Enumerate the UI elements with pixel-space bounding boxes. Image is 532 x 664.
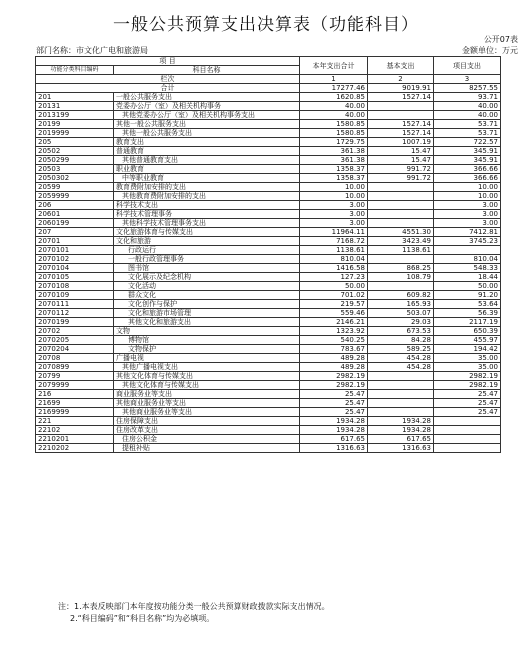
subject-name-cell: 文化创作与保护 [114,300,300,309]
total-cell: 489.28 [300,354,368,363]
basic-cell [368,201,434,210]
subject-code-cell: 2070102 [36,255,114,264]
total-row-basic: 9019.91 [368,84,434,93]
basic-cell: 454.28 [368,354,434,363]
basic-cell: 454.28 [368,363,434,372]
subject-code-cell: 21699 [36,399,114,408]
table-row [36,390,501,399]
subject-name-cell: 一般行政管理事务 [114,255,300,264]
total-cell: 810.04 [300,255,368,264]
basic-cell: 1527.14 [368,129,434,138]
basic-cell [368,282,434,291]
subject-name-cell: 住房保障支出 [114,417,300,426]
total-cell: 1358.37 [300,165,368,174]
basic-cell [368,192,434,201]
subject-name-cell: 广播电视 [114,354,300,363]
basic-cell: 29.03 [368,318,434,327]
table-row [36,111,501,120]
subject-name-cell: 提租补贴 [114,444,300,453]
subject-name-cell: 住房公积金 [114,435,300,444]
subject-code-cell: 2070105 [36,273,114,282]
subject-code-cell: 221 [36,417,114,426]
subject-code-cell: 2060199 [36,219,114,228]
subject-code-cell: 20503 [36,165,114,174]
project-cell: 93.71 [434,93,501,102]
basic-cell [368,210,434,219]
subject-name-cell: 其他文化体育与传媒支出 [114,372,300,381]
subject-code-cell: 2169999 [36,408,114,417]
subject-code-cell: 20131 [36,102,114,111]
table-row [36,318,501,327]
table-row [36,417,501,426]
total-cell: 1729.75 [300,138,368,147]
subject-code-cell: 205 [36,138,114,147]
subject-code-cell: 20708 [36,354,114,363]
project-cell [434,444,501,453]
total-cell: 1138.61 [300,246,368,255]
table-row [36,183,501,192]
total-cell: 1620.85 [300,93,368,102]
table-row [36,165,501,174]
table-row [36,399,501,408]
header-item: 项 目 [36,57,300,66]
total-cell: 2146.21 [300,318,368,327]
project-cell: 366.66 [434,174,501,183]
note-line: 2.“科目编码”和“科目名称”均为必填项。 [70,614,215,623]
notes [58,601,330,625]
total-row-project: 8257.55 [434,84,501,93]
subject-name-cell: 其他一般公共服务支出 [114,129,300,138]
header-col2: 2 [368,75,434,84]
department-name: 部门名称：市文化广电和旅游局 [36,46,148,55]
basic-cell: 3423.49 [368,237,434,246]
subject-code-cell: 2070899 [36,363,114,372]
subject-name-cell: 文化旅游体育与传媒支出 [114,228,300,237]
project-cell: 345.91 [434,147,501,156]
table-row [36,93,501,102]
basic-cell: 4551.30 [368,228,434,237]
subject-name-cell: 普通教育 [114,147,300,156]
total-cell: 3.00 [300,210,368,219]
total-cell: 1358.37 [300,174,368,183]
subject-code-cell: 20799 [36,372,114,381]
basic-cell: 609.82 [368,291,434,300]
table-row [36,201,501,210]
table-row [36,210,501,219]
table-row [36,174,501,183]
total-cell: 540.25 [300,336,368,345]
project-cell: 2982.19 [434,381,501,390]
table-row [36,102,501,111]
subject-name-cell: 科学技术管理事务 [114,210,300,219]
basic-cell: 15.47 [368,156,434,165]
table-row [36,336,501,345]
table-row [36,219,501,228]
project-cell: 3.00 [434,201,501,210]
total-cell: 1580.85 [300,129,368,138]
subject-name-cell: 党委办公厅（室）及相关机构事务 [114,102,300,111]
subject-code-cell: 2070205 [36,336,114,345]
total-cell: 701.02 [300,291,368,300]
subject-code-cell: 2070204 [36,345,114,354]
project-cell: 25.47 [434,399,501,408]
project-cell: 3.00 [434,210,501,219]
project-cell [434,417,501,426]
table-row [36,408,501,417]
project-cell: 10.00 [434,183,501,192]
subject-code-cell: 20702 [36,327,114,336]
subject-code-cell: 216 [36,390,114,399]
project-cell: 345.91 [434,156,501,165]
table-row [36,291,501,300]
basic-cell [368,390,434,399]
table-row [36,327,501,336]
total-row-total: 17277.46 [300,84,368,93]
project-cell: 455.97 [434,336,501,345]
subject-name-cell: 其他文化体育与传媒支出 [114,381,300,390]
subject-name-cell: 文化活动 [114,282,300,291]
basic-cell: 108.79 [368,273,434,282]
subject-name-cell: 教育支出 [114,138,300,147]
project-cell: 7412.81 [434,228,501,237]
subject-name-cell: 文物保护 [114,345,300,354]
basic-cell: 617.65 [368,435,434,444]
project-cell: 2117.19 [434,318,501,327]
project-cell: 3745.23 [434,237,501,246]
table-row [36,282,501,291]
table-row [36,300,501,309]
table-row [36,156,501,165]
table-row [36,237,501,246]
subject-name-cell: 博物馆 [114,336,300,345]
total-cell: 1934.28 [300,426,368,435]
total-cell: 219.57 [300,300,368,309]
subject-code-cell: 2019999 [36,129,114,138]
project-cell: 25.47 [434,408,501,417]
header-row-label: 栏次 [36,75,300,84]
total-cell: 40.00 [300,111,368,120]
total-cell: 25.47 [300,399,368,408]
note-line: 注：1.本表反映部门本年度按功能分类一般公共预算财政拨款实际支出情况。 [58,602,330,611]
total-cell: 1934.28 [300,417,368,426]
subject-name-cell: 文化展示及纪念机构 [114,273,300,282]
subject-code-cell: 2050299 [36,156,114,165]
basic-cell: 15.47 [368,147,434,156]
basic-cell [368,219,434,228]
subject-code-cell: 20502 [36,147,114,156]
total-cell: 489.28 [300,363,368,372]
subject-code-cell: 20199 [36,120,114,129]
total-cell: 10.00 [300,192,368,201]
subject-code-cell: 2210201 [36,435,114,444]
subject-name-cell: 其他教育费附加安排的支出 [114,192,300,201]
subject-name-cell: 教育费附加安排的支出 [114,183,300,192]
table-row [36,129,501,138]
basic-cell [368,408,434,417]
total-row-label: 合计 [36,84,300,93]
table-row [36,444,501,453]
subject-name-cell: 其他广播电视支出 [114,363,300,372]
table-row [36,192,501,201]
total-cell: 2982.19 [300,381,368,390]
basic-cell [368,399,434,408]
subject-code-cell: 2013199 [36,111,114,120]
subject-code-cell: 20601 [36,210,114,219]
subject-code-cell: 20701 [36,237,114,246]
total-cell: 11964.11 [300,228,368,237]
total-cell: 50.00 [300,282,368,291]
project-cell: 53.71 [434,120,501,129]
project-cell: 810.04 [434,255,501,264]
subject-code-cell: 2079999 [36,381,114,390]
basic-cell [368,183,434,192]
total-cell: 559.46 [300,309,368,318]
total-cell: 617.65 [300,435,368,444]
project-cell: 10.00 [434,192,501,201]
project-cell: 366.66 [434,165,501,174]
project-cell: 40.00 [434,111,501,120]
subject-code-cell: 2070109 [36,291,114,300]
total-cell: 40.00 [300,102,368,111]
subject-code-cell: 201 [36,93,114,102]
total-cell: 25.47 [300,408,368,417]
header-basic: 基本支出 [368,57,434,75]
subject-name-cell: 其他文化和旅游支出 [114,318,300,327]
basic-cell [368,102,434,111]
project-cell: 35.00 [434,363,501,372]
subject-name-cell: 其他党委办公厅（室）及相关机构事务支出 [114,111,300,120]
subject-name-cell: 住房改革支出 [114,426,300,435]
subject-code-cell: 2210202 [36,444,114,453]
subject-code-cell: 22102 [36,426,114,435]
amount-unit: 金额单位：万元 [462,46,518,55]
basic-cell: 1316.63 [368,444,434,453]
header-subject-code: 功能分类科目编码 [36,66,114,75]
table-row [36,363,501,372]
subject-name-cell: 行政运行 [114,246,300,255]
report-title: 一般公共预算支出决算表（功能科目） [113,15,419,35]
subject-code-cell: 2070108 [36,282,114,291]
table-row [36,228,501,237]
total-cell: 1580.85 [300,120,368,129]
table-body [36,93,501,453]
project-cell: 722.57 [434,138,501,147]
basic-cell [368,255,434,264]
table-row [36,309,501,318]
table-row [36,345,501,354]
project-cell: 194.42 [434,345,501,354]
table-row [36,426,501,435]
project-cell: 40.00 [434,102,501,111]
basic-cell: 1138.61 [368,246,434,255]
basic-cell [368,111,434,120]
total-cell: 1316.63 [300,444,368,453]
basic-cell: 165.93 [368,300,434,309]
project-cell [434,246,501,255]
project-cell: 91.20 [434,291,501,300]
basic-cell: 589.25 [368,345,434,354]
subject-name-cell: 文物 [114,327,300,336]
subject-name-cell: 商业服务业等支出 [114,390,300,399]
subject-code-cell: 2070111 [36,300,114,309]
total-cell: 7168.72 [300,237,368,246]
subject-name-cell: 其他科学技术管理事务支出 [114,219,300,228]
basic-cell: 991.72 [368,174,434,183]
total-cell: 783.67 [300,345,368,354]
table-row [36,120,501,129]
total-cell: 1416.58 [300,264,368,273]
table-row [36,255,501,264]
subject-name-cell: 其他一般公共服务支出 [114,120,300,129]
project-cell [434,426,501,435]
total-cell: 361.38 [300,156,368,165]
subject-name-cell: 其他普通教育支出 [114,156,300,165]
basic-cell: 1934.28 [368,426,434,435]
subject-name-cell: 其他商业服务业等支出 [114,399,300,408]
table-row [36,138,501,147]
header-subject-name: 科目名称 [114,66,300,75]
table-row [36,435,501,444]
project-cell: 35.00 [434,354,501,363]
header-project: 项目支出 [434,57,501,75]
header-col1: 1 [300,75,368,84]
project-cell: 3.00 [434,219,501,228]
basic-cell: 1527.14 [368,120,434,129]
total-cell: 1323.92 [300,327,368,336]
basic-cell: 1007.19 [368,138,434,147]
basic-cell [368,372,434,381]
total-cell: 127.23 [300,273,368,282]
total-cell: 3.00 [300,219,368,228]
subject-code-cell: 2059999 [36,192,114,201]
table-row [36,381,501,390]
subject-name-cell: 群众文化 [114,291,300,300]
project-cell: 650.39 [434,327,501,336]
basic-cell: 503.07 [368,309,434,318]
basic-cell: 1527.14 [368,93,434,102]
subject-name-cell: 中等职业教育 [114,174,300,183]
project-cell: 18.44 [434,273,501,282]
basic-cell: 1934.28 [368,417,434,426]
subject-code-cell: 2070104 [36,264,114,273]
table-row [36,264,501,273]
header-col3: 3 [434,75,501,84]
basic-cell: 868.25 [368,264,434,273]
subject-name-cell: 职业教育 [114,165,300,174]
form-code: 公开07表 [483,35,518,44]
table-row [36,273,501,282]
basic-cell: 991.72 [368,165,434,174]
project-cell: 548.33 [434,264,501,273]
subject-code-cell: 2070199 [36,318,114,327]
table-row [36,147,501,156]
subject-name-cell: 文化和旅游市场管理 [114,309,300,318]
expenditure-table [35,56,501,453]
project-cell: 50.00 [434,282,501,291]
project-cell: 53.64 [434,300,501,309]
table-row [36,354,501,363]
project-cell: 56.39 [434,309,501,318]
basic-cell: 84.28 [368,336,434,345]
total-cell: 361.38 [300,147,368,156]
subject-code-cell: 206 [36,201,114,210]
subject-name-cell: 一般公共服务支出 [114,93,300,102]
basic-cell [368,381,434,390]
project-cell [434,435,501,444]
total-cell: 2982.19 [300,372,368,381]
subject-code-cell: 2070101 [36,246,114,255]
basic-cell: 673.53 [368,327,434,336]
subject-code-cell: 20599 [36,183,114,192]
total-cell: 10.00 [300,183,368,192]
table-row [36,372,501,381]
subject-code-cell: 207 [36,228,114,237]
project-cell: 53.71 [434,129,501,138]
subject-code-cell: 2050302 [36,174,114,183]
table-row [36,246,501,255]
subject-name-cell: 科学技术支出 [114,201,300,210]
subject-code-cell: 2070112 [36,309,114,318]
subject-name-cell: 图书馆 [114,264,300,273]
total-cell: 3.00 [300,201,368,210]
project-cell: 2982.19 [434,372,501,381]
total-cell: 25.47 [300,390,368,399]
subject-name-cell: 文化和旅游 [114,237,300,246]
header-total: 本年支出合计 [300,57,368,75]
subject-name-cell: 其他商业服务业等支出 [114,408,300,417]
project-cell: 25.47 [434,390,501,399]
